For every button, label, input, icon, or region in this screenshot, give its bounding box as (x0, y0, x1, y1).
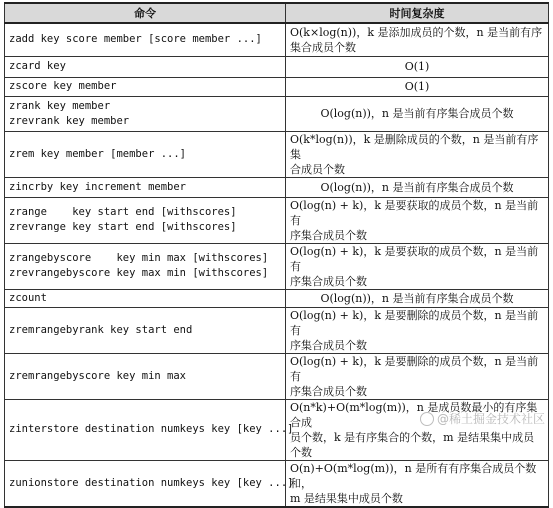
table-header-row (5, 3, 549, 23)
complexity-cell: O(1) (286, 77, 549, 96)
command-cell: zcount (5, 289, 286, 307)
watermark-text: @稀土掘金技术社区 (436, 412, 545, 426)
complexity-cell: O(log(n))，n 是当前有序集合成员个数 (286, 289, 549, 307)
table-row (5, 307, 549, 353)
complexity-table (4, 2, 549, 508)
table-row (5, 243, 549, 289)
table-row (5, 56, 549, 77)
command-cell: zcard key (5, 56, 286, 77)
table-row (5, 23, 549, 56)
complexity-cell: O(k×log(n))，k 是添加成员的个数，n 是当前有序 集合成员个数 (286, 23, 549, 56)
header-complexity: 时间复杂度 (286, 3, 549, 23)
command-cell: zrem key member [member ...] (5, 131, 286, 177)
command-cell: zscore key member (5, 77, 286, 96)
table-row (5, 460, 549, 507)
community-logo-icon (420, 412, 434, 426)
complexity-cell: O(1) (286, 56, 549, 77)
table-row (5, 177, 549, 197)
complexity-cell: O(k*log(n))，k 是删除成员的个数，n 是当前有序集 合成员个数 (286, 131, 549, 177)
table-row (5, 289, 549, 307)
command-cell: zremrangebyscore key min max (5, 353, 286, 399)
complexity-cell: O(log(n) + k)，k 是要获取的成员个数，n 是当前有 序集合成员个数 (286, 243, 549, 289)
header-command: 命令 (5, 3, 286, 23)
command-cell: zinterstore destination numkeys key [key ...] (5, 399, 286, 460)
table-row (5, 197, 549, 243)
complexity-cell: O(n)+O(m*log(m))，n 是所有有序集合成员个数和， m 是结果集中成员个数 (286, 460, 549, 507)
complexity-cell: O(log(n) + k)，k 是要删除的成员个数，n 是当前有 序集合成员个数 (286, 307, 549, 353)
command-cell: zremrangebyrank key start end (5, 307, 286, 353)
command-cell: zrank key member zrevrank key member (5, 96, 286, 131)
command-cell: zincrby key increment member (5, 177, 286, 197)
table-row (5, 96, 549, 131)
table-row (5, 353, 549, 399)
complexity-cell: O(log(n) + k)，k 是要删除的成员个数，n 是当前有 序集合成员个数 (286, 353, 549, 399)
complexity-cell: O(log(n))，n 是当前有序集合成员个数 (286, 96, 549, 131)
command-cell: zunionstore destination numkeys key [key ...] (5, 460, 286, 507)
complexity-cell: O(n*k)+O(m*log(m))，n 是成员数最小的有序集合成 员个数，k 是有序集合的个数，m 是结果集中成员个数 (286, 399, 549, 460)
complexity-cell: O(log(n))，n 是当前有序集合成员个数 (286, 177, 549, 197)
table-row (5, 77, 549, 96)
complexity-cell: O(log(n) + k)，k 是要获取的成员个数，n 是当前有 序集合成员个数 (286, 197, 549, 243)
command-cell: zrangebyscore key min max [withscores] zrevrangebyscore key max min [withscores] (5, 243, 286, 289)
command-cell: zadd key score member [score member ...] (5, 23, 286, 56)
table-row (5, 399, 549, 460)
command-cell: zrange key start end [withscores] zrevrange key start end [withscores] (5, 197, 286, 243)
watermark (420, 410, 545, 427)
table-row (5, 131, 549, 177)
